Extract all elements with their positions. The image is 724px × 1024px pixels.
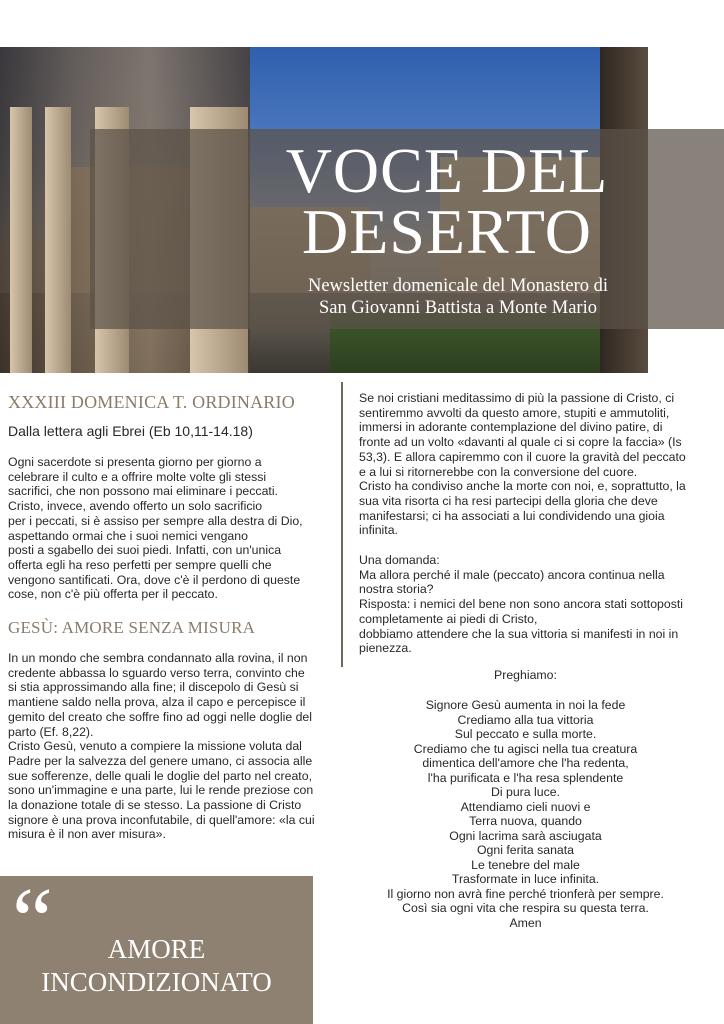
newsletter-title bbox=[237, 135, 657, 267]
sunday-heading: XXXIII DOMENICA T. ORDINARIO bbox=[8, 392, 295, 412]
text-line: posti a sgabello dei suoi piedi. Infatti, con un'unica bbox=[8, 543, 282, 558]
text-line: offerta egli ha reso perfetti per sempre quelli che bbox=[8, 557, 272, 572]
text-line: dobbiamo attendere che la sua vittoria si manifesti in noi in bbox=[359, 626, 679, 641]
meditation-paragraph bbox=[359, 391, 692, 538]
prayer-line: Trasformate in luce infinita. bbox=[451, 872, 600, 886]
reflection-heading: GESÙ: AMORE SENZA MISURA bbox=[8, 618, 256, 637]
text-line: credente abbassa lo sguardo verso terra, convinto che bbox=[8, 665, 305, 680]
text-line: sacrifici, che non possono mai eliminare i peccati. bbox=[8, 484, 278, 499]
text-line: aspettando ormai che i suoi nemici vengano bbox=[8, 528, 248, 543]
text-line: Cristo Gesù, venuto a compiere la missione voluta dal bbox=[8, 739, 302, 754]
text-line: si stia approssimando alla fine; il discepolo di Gesù si bbox=[8, 680, 299, 695]
quote-mark-icon: “ bbox=[12, 869, 53, 971]
text-line: e a lui si ritornerebbe con la conversione del cuore. bbox=[359, 464, 638, 479]
newsletter-subtitle bbox=[258, 275, 658, 319]
column-divider bbox=[341, 382, 343, 667]
text-line: sua vita risorta ci ha resi partecipi della gloria che deve bbox=[359, 493, 658, 508]
text-line: pienezza. bbox=[359, 641, 412, 656]
photo-column bbox=[10, 107, 32, 373]
prayer-line: Il giorno non avrà fine perché trionferà per sempre. bbox=[387, 886, 664, 901]
subtitle-line-1: Newsletter domenicale del Monastero di bbox=[307, 276, 608, 296]
quote-line-1: AMORE bbox=[107, 934, 206, 964]
prayer-line: Sul peccato e sulla morte. bbox=[454, 727, 597, 741]
text-line: misura è il non aver misura». bbox=[8, 827, 166, 842]
text-line: celebrare il culto e a offrire molte volte gli stessi bbox=[8, 469, 267, 484]
prayer-title bbox=[359, 668, 692, 683]
text-line: completamente ai piedi di Cristo, bbox=[359, 611, 538, 626]
text-line: sue sofferenze, delle quali le doglie del parto nel creato, bbox=[8, 768, 312, 783]
text-line: Padre per la salvezza del genere umano, ci associa alle bbox=[8, 753, 313, 768]
prayer-line: Terra nuova, quando bbox=[469, 814, 582, 828]
text-line: la donazione totale di se stesso. La passione di Cristo bbox=[8, 798, 302, 813]
text-line: Se noi cristiani meditassimo di più la passione di Cristo, ci bbox=[359, 391, 675, 405]
text-line: In un mondo che sembra condannato alla rovina, il non bbox=[8, 651, 308, 665]
text-line: Cristo, invece, avendo offerto un solo sacrificio bbox=[8, 499, 263, 514]
quote-text bbox=[0, 933, 313, 999]
text-line: Ogni sacerdote si presenta giorno per giorno a bbox=[8, 455, 262, 469]
prayer-line: Attendiamo cieli nuovi e bbox=[460, 799, 591, 814]
reading-text bbox=[8, 455, 320, 602]
prayer-line: Amen bbox=[509, 915, 542, 930]
reflection-text bbox=[8, 651, 321, 842]
text-line: parto (Ef. 8,22). bbox=[8, 724, 94, 739]
question-paragraph bbox=[359, 553, 692, 656]
text-line: Ma allora perché il male (peccato) ancora continua nella bbox=[359, 567, 665, 582]
photo-column bbox=[45, 107, 71, 373]
text-line: mantiene saldo nella prova, alza il capo e percepisce il bbox=[8, 695, 306, 710]
prayer-line: Crediamo che tu agisci nella tua creatura bbox=[413, 741, 638, 756]
prayer-line: Signore Gesù aumenta in noi la fede bbox=[425, 698, 626, 712]
prayer-line: Crediamo alla tua vittoria bbox=[457, 712, 594, 727]
title-line-2: DESERTO bbox=[302, 196, 592, 267]
text-line: signore è una prova inconfutabile, di quell'amore: «la cui bbox=[8, 812, 315, 827]
text-line: sentiremmo avvolti da questo amore, stupiti e ammutoliti, bbox=[359, 405, 670, 420]
prayer-line: Di pura luce. bbox=[490, 785, 561, 799]
text-line: 53,3). E allora capiremmo con il cuore la gravità del peccato bbox=[359, 449, 686, 464]
text-line: Cristo ha condiviso anche la morte con noi, e, soprattutto, la bbox=[359, 479, 686, 494]
text-line: cose, non c'è più offerta per il peccato. bbox=[8, 587, 218, 602]
title-line-1: VOCE DEL bbox=[285, 135, 609, 206]
prayer-line: Le tenebre del male bbox=[471, 857, 580, 872]
text-line: vengono santificati. Ora, dove c'è il perdono di queste bbox=[8, 572, 301, 587]
quote-line-2: INCONDIZIONATO bbox=[41, 967, 272, 997]
subtitle-line-2: San Giovanni Battista a Monte Mario bbox=[319, 298, 597, 318]
prayer-line: l'ha purificata e l'ha resa splendente bbox=[427, 770, 624, 785]
text-line: Risposta: i nemici del bene non sono ancora stati sottoposti bbox=[359, 597, 684, 612]
prayer-line: dimentica dell'amore che l'ha redenta, bbox=[422, 756, 629, 770]
text-line: gemito del creato che soffre fino ad oggi nelle doglie del bbox=[8, 709, 312, 724]
text-line: manifestarsi; ci ha associati a lui condividendo una gioia bbox=[359, 508, 665, 523]
text-line: per i peccati, si è assiso per sempre alla destra di Dio, bbox=[8, 513, 303, 528]
prayer-title-text: Preghiamo: bbox=[494, 668, 557, 682]
text-line: infinita. bbox=[359, 523, 398, 538]
text-line: immersi in adorante contemplazione del divino patire, di bbox=[359, 420, 663, 435]
prayer-line: Ogni ferita sanata bbox=[476, 843, 575, 857]
text-line: Una domanda: bbox=[359, 553, 440, 567]
text-line: sono un'immagine e una parte, lui le rende preziose con bbox=[8, 783, 314, 798]
reading-source: Dalla lettera agli Ebrei (Eb 10,11-14.18) bbox=[8, 423, 253, 439]
text-line: nostra storia? bbox=[359, 582, 434, 597]
prayer-line: Così sia ogni vita che respira su questa terra. bbox=[402, 901, 649, 915]
prayer-line: Ogni lacrima sarà asciugata bbox=[449, 828, 602, 843]
text-line: fronte ad un volto «davanti al quale ci si copre la faccia» (Is bbox=[359, 435, 682, 450]
prayer-text bbox=[359, 698, 692, 930]
